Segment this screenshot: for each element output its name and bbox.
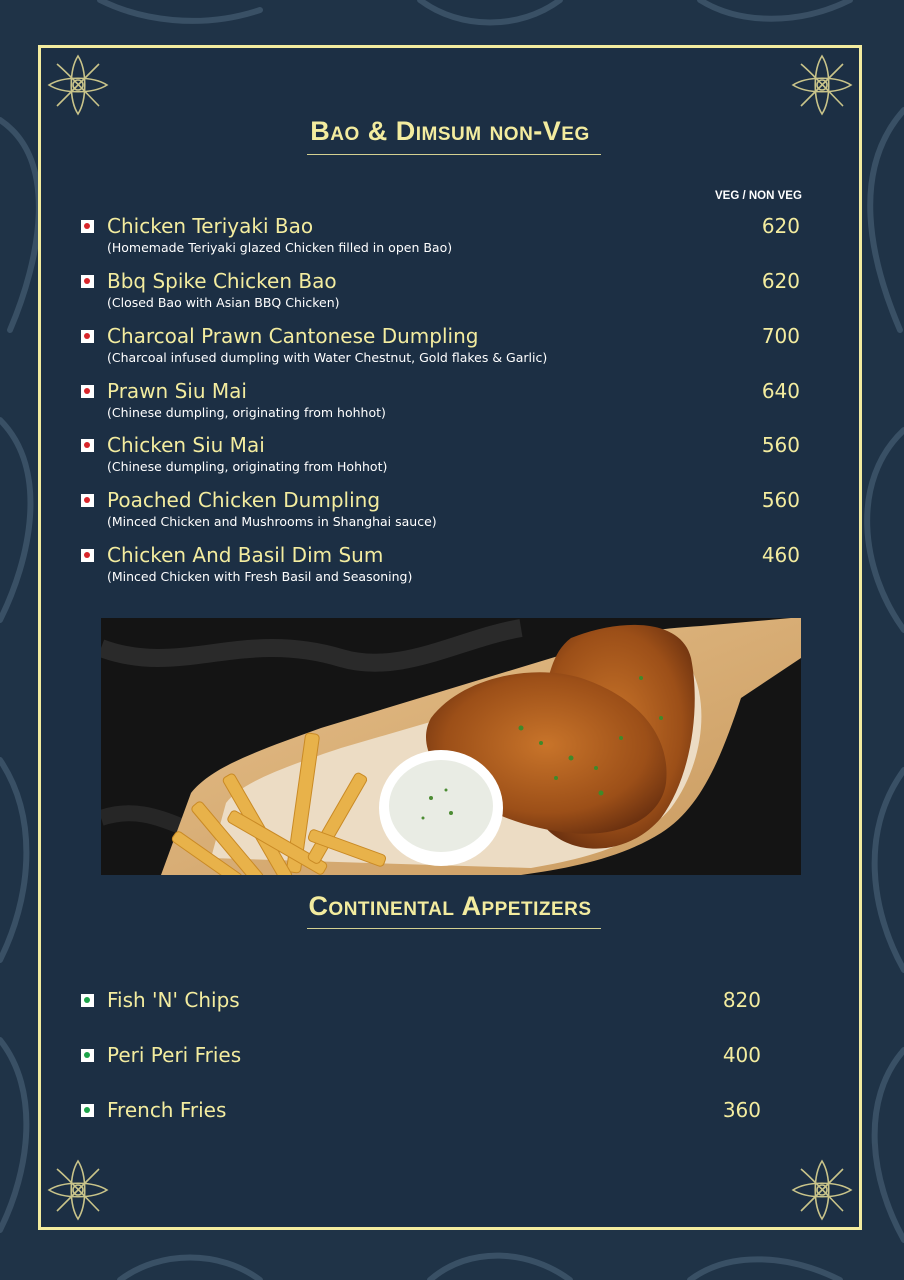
- ornament-icon: [789, 1157, 855, 1223]
- ornament-icon: [45, 52, 111, 118]
- veg-marker-icon: [81, 1049, 94, 1062]
- veg-marker-icon: [81, 1104, 94, 1117]
- item-price: 820: [722, 988, 761, 1012]
- item-name: Peri Peri Fries: [107, 1043, 242, 1067]
- menu-panel: [38, 45, 862, 1230]
- item-description: (Minced Chicken and Mushrooms in Shanghai sauce): [107, 514, 437, 529]
- item-price: 640: [761, 379, 800, 403]
- item-name: Fish 'N' Chips: [107, 988, 240, 1012]
- item-name: Prawn Siu Mai: [107, 379, 247, 403]
- item-name: French Fries: [107, 1098, 227, 1122]
- item-name: Chicken Siu Mai: [107, 433, 265, 457]
- nonveg-marker-icon: [81, 439, 94, 452]
- item-name: Poached Chicken Dumpling: [107, 488, 381, 512]
- fish-and-chips-image: [101, 618, 801, 875]
- item-name: Chicken Teriyaki Bao: [107, 214, 314, 238]
- item-price: 620: [761, 214, 800, 238]
- nonveg-marker-icon: [81, 275, 94, 288]
- item-name: Charcoal Prawn Cantonese Dumpling: [107, 324, 479, 348]
- item-name: Bbq Spike Chicken Bao: [107, 269, 337, 293]
- item-price: 560: [761, 488, 800, 512]
- item-price: 360: [722, 1098, 761, 1122]
- nonveg-marker-icon: [81, 220, 94, 233]
- ornament-icon: [789, 52, 855, 118]
- item-price: 620: [761, 269, 800, 293]
- nonveg-marker-icon: [81, 549, 94, 562]
- title-underline: [307, 928, 601, 929]
- food-photo: [101, 618, 801, 875]
- item-description: (Chinese dumpling, originating from hohhot): [107, 405, 386, 420]
- item-description: (Chinese dumpling, originating from Hohhot): [107, 459, 388, 474]
- nonveg-marker-icon: [81, 330, 94, 343]
- item-price: 460: [761, 543, 800, 567]
- nonveg-marker-icon: [81, 494, 94, 507]
- ornament-icon: [45, 1157, 111, 1223]
- item-price: 700: [761, 324, 800, 348]
- item-price: 400: [722, 1043, 761, 1067]
- section-title-bao-dimsum: Bao & Dimsum non-Veg: [310, 116, 590, 146]
- veg-marker-icon: [81, 994, 94, 1007]
- nonveg-marker-icon: [81, 385, 94, 398]
- item-price: 560: [761, 433, 800, 457]
- column-header-veg-nonveg: VEG / NON VEG: [715, 190, 802, 202]
- item-description: (Homemade Teriyaki glazed Chicken filled in open Bao): [107, 240, 453, 255]
- item-name: Chicken And Basil Dim Sum: [107, 543, 384, 567]
- title-underline: [307, 154, 601, 155]
- section-title-continental: Continental Appetizers: [308, 891, 592, 921]
- item-description: (Minced Chicken with Fresh Basil and Seasoning): [107, 569, 413, 584]
- item-description: (Charcoal infused dumpling with Water Chestnut, Gold flakes & Garlic): [107, 350, 548, 365]
- item-description: (Closed Bao with Asian BBQ Chicken): [107, 295, 340, 310]
